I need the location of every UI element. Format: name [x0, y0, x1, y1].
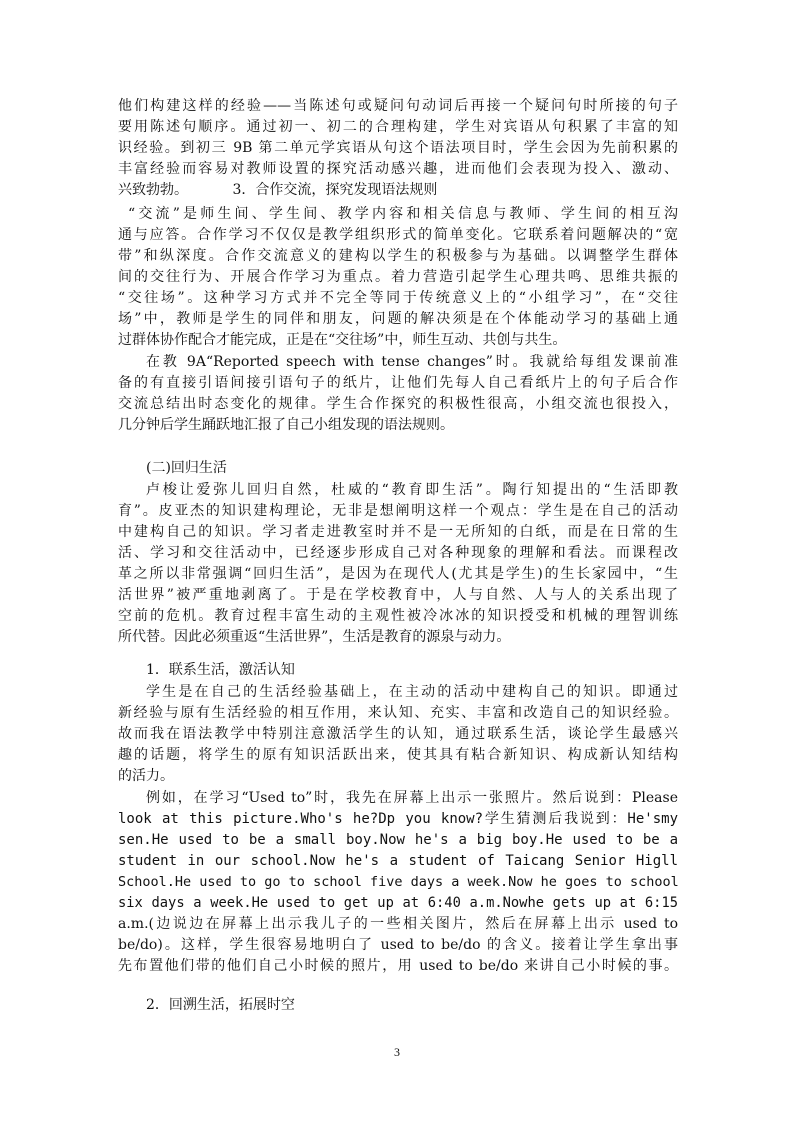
- text-line: 空前的危机。教育过程丰富生动的主观性被冷冰冰的知识授受和机械的理智训练: [118, 608, 678, 624]
- text-line: six days a week.He used to get up at 6:40 a.m.Nowhe gets up at 6:15: [118, 895, 678, 911]
- text-line: School.He used to go to school five days a week.Now he goes to school: [118, 874, 679, 890]
- page-number: 3: [394, 1045, 400, 1059]
- text-line: 革之所以非常强调“回归生活”，是因为在现代人(尤其是学生)的生长家园中，“生: [118, 566, 678, 582]
- text-line: “交流”是师生间、学生间、教学内容和相关信息与教师、学生间的相互沟: [128, 206, 678, 222]
- text-line: 例如，在学习“Used to”时，我先在屏幕上出示一张照片。然后说到：Please: [146, 790, 678, 806]
- text-line: 学生是在自己的生活经验基础上，在主动的活动中建构自己的知识。即通过: [146, 684, 678, 700]
- subsection-heading: 2．回溯生活，拓展时空: [146, 997, 295, 1013]
- text-line: 活、学习和交往活动中，已经逐步形成自己对各种现象的理解和看法。而课程改: [118, 545, 678, 561]
- text-line: 活世界”被严重地剥离了。于是在学校教育中，人与自然、人与人的关系出现了: [118, 587, 678, 603]
- text-line: 识经验。到初三 9B 第二单元学宾语从句这个语法项目时，学生会因为先前积累的: [118, 140, 678, 156]
- text-line: 在教 9A“Reported speech with tense changes”时。我就给每组发课前准: [146, 354, 678, 370]
- text-line: 的活力。: [118, 768, 174, 784]
- text-line: 故而我在语法教学中特别注意激活学生的认知，通过联系生活，谈论学生最感兴: [118, 726, 678, 742]
- text-line: 丰富经验而容易对教师设置的探究活动感兴趣，进而他们会表现为投入、激动、: [118, 161, 678, 177]
- text-line: 趣的话题，将学生的原有知识活跃出来，使其具有粘合新知识、构成新认知结构: [118, 747, 678, 763]
- text-line: student in our school.Now he's a student of Taicang Senior Higll: [118, 853, 678, 869]
- text-line: 备的有直接引语间接引语句子的纸片，让他们先每人自己看纸片上的句子后合作: [118, 375, 678, 391]
- text-line: be/do)。这样，学生很容易地明白了 used to be/do 的含义。接着让学生拿出事: [118, 937, 678, 953]
- subsection-heading: 1．联系生活，激活认知: [146, 662, 295, 678]
- text-line: 中建构自己的知识。学习者走进教室时并不是一无所知的白纸，而是在日常的生: [118, 524, 678, 540]
- text-line: 带”和纵深度。合作交流意义的建构以学生的积极参与为基础。以调整学生群体: [118, 248, 678, 264]
- text-line-with-heading: 兴致勃勃。 3．合作交流，探究发现语法规则: [118, 182, 438, 198]
- section-heading: (二)回归生活: [146, 460, 227, 476]
- text-line: sen.He used to be a small boy.Now he's a big boy.He used to be a: [118, 832, 678, 848]
- text-line: 要用陈述句顺序。通过初一、初二的合理构建，学生对宾语从句积累了丰富的知: [118, 119, 678, 135]
- text-line: 间的交往行为、开展合作学习为重点。着力营造引起学生心理共鸣、思维共振的: [118, 269, 678, 285]
- text-line: 他们构建这样的经验——当陈述句或疑问句动词后再接一个疑问句时所接的句子: [118, 98, 678, 114]
- text-line: 几分钟后学生踊跃地汇报了自己小组发现的语法规则。: [118, 417, 454, 433]
- text-line: “交往场”。这种学习方式并不完全等同于传统意义上的“小组学习”，在“交往: [118, 290, 678, 306]
- text-line: 过群体协作配合才能完成，正是在“交往场”中，师生互动、共创与共生。: [118, 332, 567, 348]
- text-line: a.m.(边说边在屏幕上出示我儿子的一些相关图片，然后在屏幕上出示 used to: [118, 916, 678, 932]
- text-line: 卢梭让爱弥儿回归自然，杜威的“教育即生活”。陶行知提出的“生活即教: [146, 482, 678, 498]
- text-line: 场”中，教师是学生的同伴和朋友，问题的解决须是在个体能动学习的基础上通: [118, 311, 678, 327]
- text-line: 先布置他们带的他们自己小时候的照片，用 used to be/do 来讲自己小时候的事。: [118, 958, 678, 974]
- text-line: 育”。皮亚杰的知识建构理论，无非是想阐明这样一个观点：学生是在自己的活动: [118, 503, 678, 519]
- text-line: 所代替。因此必须重返“生活世界”，生活是教育的源泉与动力。: [118, 629, 511, 645]
- text-line: 交流总结出时态变化的规律。学生合作探究的积极性很高，小组交流也很投入，: [118, 396, 678, 412]
- text-line: look at this picture.Who's he?Dp you know?学生猜测后我说到：He'smy: [118, 811, 678, 827]
- text-line: 新经验与原有生活经验的相互作用，来认知、充实、丰富和改造自己的知识经验。: [118, 705, 678, 721]
- text-line: 通与应答。合作学习不仅仅是教学组织形式的简单变化。它联系着问题解决的“宽: [118, 227, 678, 243]
